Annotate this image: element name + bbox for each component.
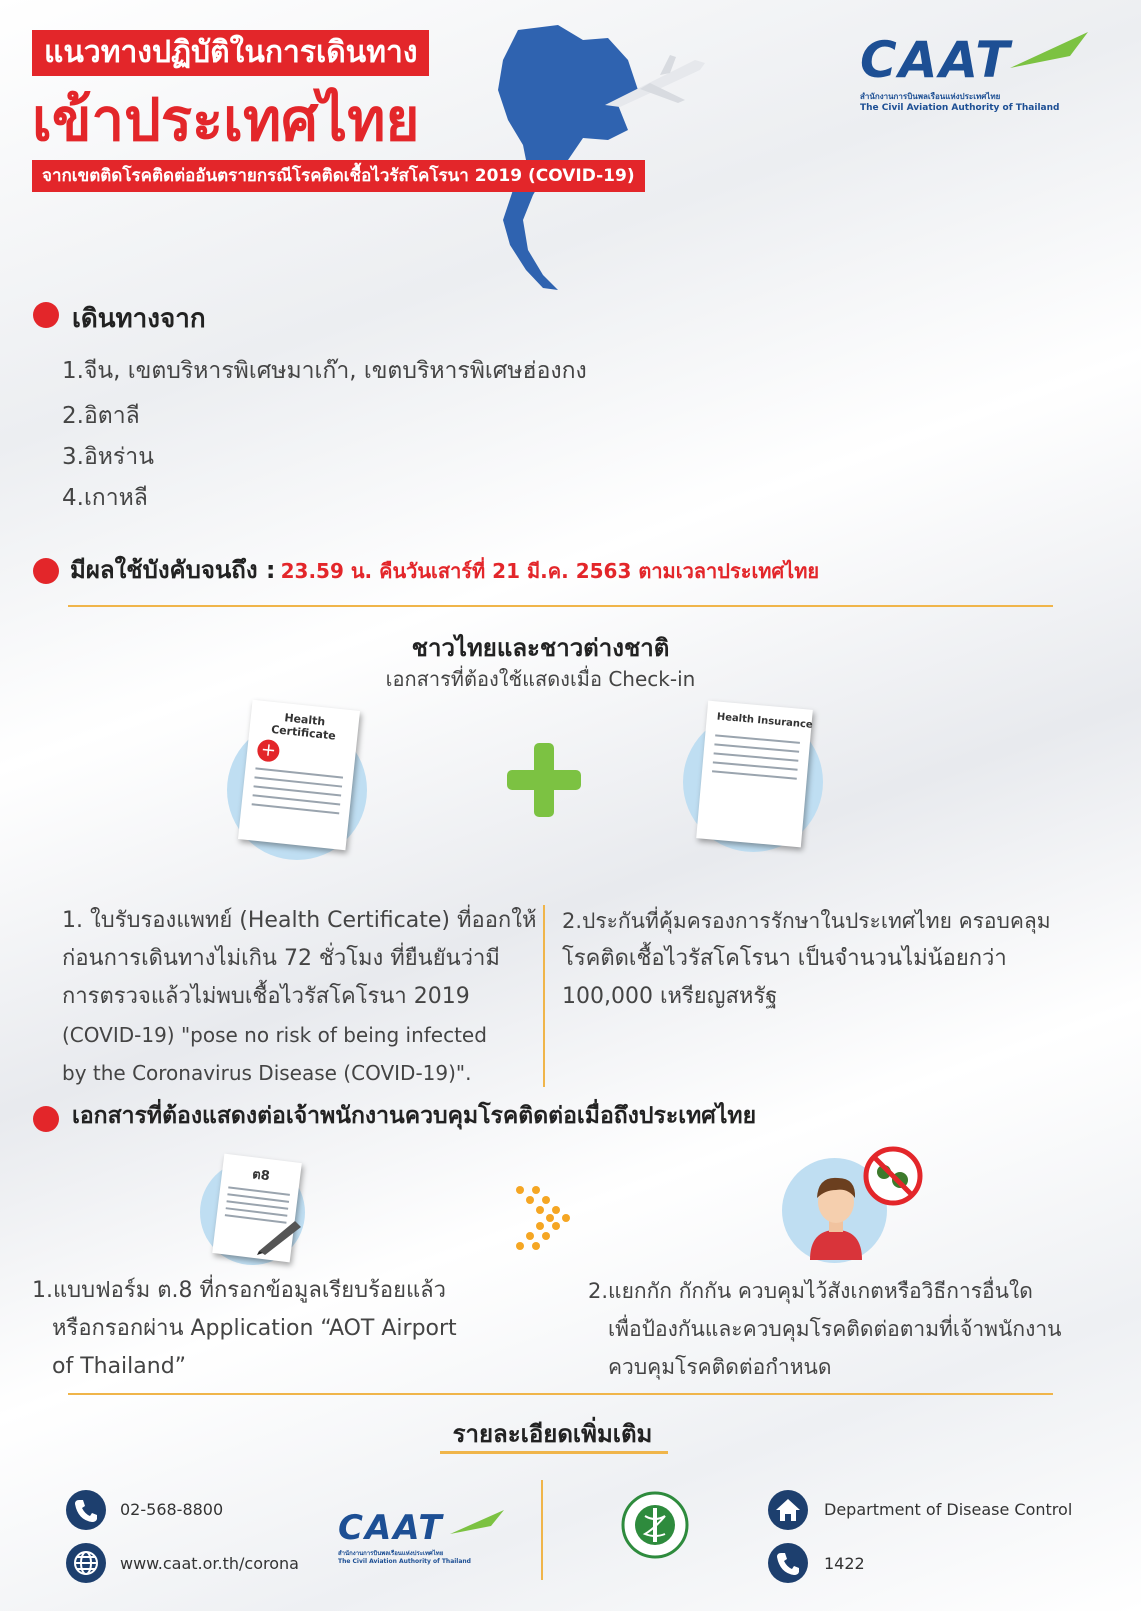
text-line: by the Coronavirus Disease (COVID-19)".	[62, 1061, 472, 1085]
arrival-item-1	[32, 1272, 457, 1386]
text-line: เพื่อป้องกันและควบคุมโรคติดต่อตามที่เจ้าพนักงาน	[608, 1317, 1062, 1341]
arrival-heading: เอกสารที่ต้องแสดงต่อเจ้าพนักงานควบคุมโรคติดต่อเมื่อถึงประเทศไทย	[72, 1103, 757, 1129]
caat-logo-sub-th: สำนักงานการบินพลเรือนแห่งประเทศไทย	[860, 92, 1001, 101]
text-line: 2.แยกกัก กักกัน ควบคุมไว้สังเกตหรือวิธีการอื่นใด	[588, 1279, 1033, 1303]
origin-item: 3.อิหร่าน	[62, 444, 154, 470]
health-insurance-text	[562, 902, 1082, 1016]
bullet-icon	[33, 302, 59, 328]
effective-label: มีผลใช้บังคับจนถึง :	[70, 556, 276, 584]
caat-logo	[860, 30, 1090, 115]
health-certificate-text	[62, 902, 537, 1092]
caat-logo-sub-th: สำนักงานการบินพลเรือนแห่งประเทศไทย	[338, 1550, 444, 1557]
text-line: 1. ใบรับรองแพทย์ (Health Certificate) ที่ออกให้	[62, 908, 537, 933]
header-title-line1: แนวทางปฏิบัติในการเดินทาง	[32, 30, 429, 76]
health-insurance-icon	[696, 701, 813, 848]
caat-logo-text: CAAT	[860, 31, 1012, 89]
footer-divider	[541, 1480, 543, 1580]
home-icon	[768, 1490, 808, 1530]
bullet-icon	[33, 558, 59, 584]
text-line: ควบคุมโรคติดต่อกำหนด	[608, 1355, 832, 1379]
origin-heading: เดินทางจาก	[72, 304, 206, 334]
effective-line	[70, 550, 819, 589]
text-line: หรือกรอกผ่าน Application “AOT Airport	[52, 1316, 457, 1341]
logo-swoosh-icon	[450, 1508, 505, 1536]
origin-item: 1.จีน, เขตบริหารพิเศษมาเก๊า, เขตบริหารพิเศษฮ่องกง	[62, 358, 587, 384]
medical-cross-icon: +	[256, 739, 280, 763]
arrival-item-2	[588, 1272, 1061, 1386]
header-title-line2: เข้าประเทศไทย	[32, 86, 420, 154]
origin-item: 4.เกาหลี	[62, 485, 148, 511]
divider	[68, 605, 1053, 607]
checkin-title: ชาวไทยและชาวต่างชาติ	[411, 634, 670, 662]
origin-item: 2.อิตาลี	[62, 403, 140, 429]
divider	[68, 1393, 1053, 1395]
header-subtitle: จากเขตติดโรคติดต่ออันตรายกรณีโรคติดเชื้อไวรัสโคโรนา 2019 (COVID-19)	[32, 160, 645, 192]
text-line: การตรวจแล้วไม่พบเชื้อไวรัสโคโรนา 2019	[62, 984, 470, 1009]
text-line: 2.ประกันที่คุ้มครองการรักษาในประเทศไทย ครอบคลุม	[562, 909, 1051, 933]
caat-phone[interactable]: 02-568-8800	[120, 1500, 224, 1519]
globe-icon	[66, 1543, 106, 1583]
phone-icon	[768, 1543, 808, 1583]
text-line: โรคติดเชื้อไวรัสโคโรนา เป็นจำนวนไม่น้อยกว่า	[562, 946, 1007, 971]
caat-logo-text: CAAT	[338, 1508, 444, 1548]
logo-swoosh-icon	[1010, 30, 1090, 70]
form-t8-label: ต8	[251, 1167, 271, 1185]
bullet-icon	[33, 1106, 59, 1132]
caat-website-link[interactable]: www.caat.or.th/corona	[120, 1554, 299, 1573]
pen-icon	[255, 1215, 305, 1255]
ddc-emblem-icon	[620, 1490, 690, 1570]
airplane-icon	[600, 45, 710, 115]
checkin-subtitle: เอกสารที่ต้องใช้แสดงเมื่อ Check-in	[385, 667, 696, 691]
plus-icon	[507, 743, 581, 817]
text-line: (COVID-19) "pose no risk of being infected	[62, 1023, 487, 1047]
column-divider	[543, 905, 545, 1087]
footer-title: รายละเอียดเพิ่มเติม	[452, 1420, 653, 1448]
health-certificate-title: Health Certificate	[270, 711, 337, 743]
phone-icon	[66, 1490, 106, 1530]
chevron-right-icon	[510, 1180, 575, 1255]
text-line: 100,000 เหรียญสหรัฐ	[562, 984, 778, 1009]
footer-caat-logo	[338, 1508, 518, 1568]
footer-title-underline	[440, 1451, 668, 1454]
health-certificate-icon	[238, 700, 360, 851]
no-virus-icon	[862, 1145, 924, 1207]
text-line: 1.แบบฟอร์ม ต.8 ที่กรอกข้อมูลเรียบร้อยแล้ว	[32, 1278, 447, 1303]
text-line: of Thailand”	[52, 1354, 187, 1379]
caat-logo-sub-en: The Civil Aviation Authority of Thailand	[860, 103, 1060, 113]
effective-value: 23.59 น. คืนวันเสาร์ที่ 21 มี.ค. 2563 ตามเวลาประเทศไทย	[280, 559, 820, 583]
ddc-name: Department of Disease Control	[824, 1500, 1073, 1519]
ddc-phone[interactable]: 1422	[824, 1554, 865, 1573]
text-line: ก่อนการเดินทางไม่เกิน 72 ชั่วโมง ที่ยืนยันว่ามี	[62, 946, 500, 971]
caat-logo-sub-en: The Civil Aviation Authority of Thailand	[338, 1558, 471, 1565]
health-insurance-title: Health Insurance	[716, 711, 814, 731]
